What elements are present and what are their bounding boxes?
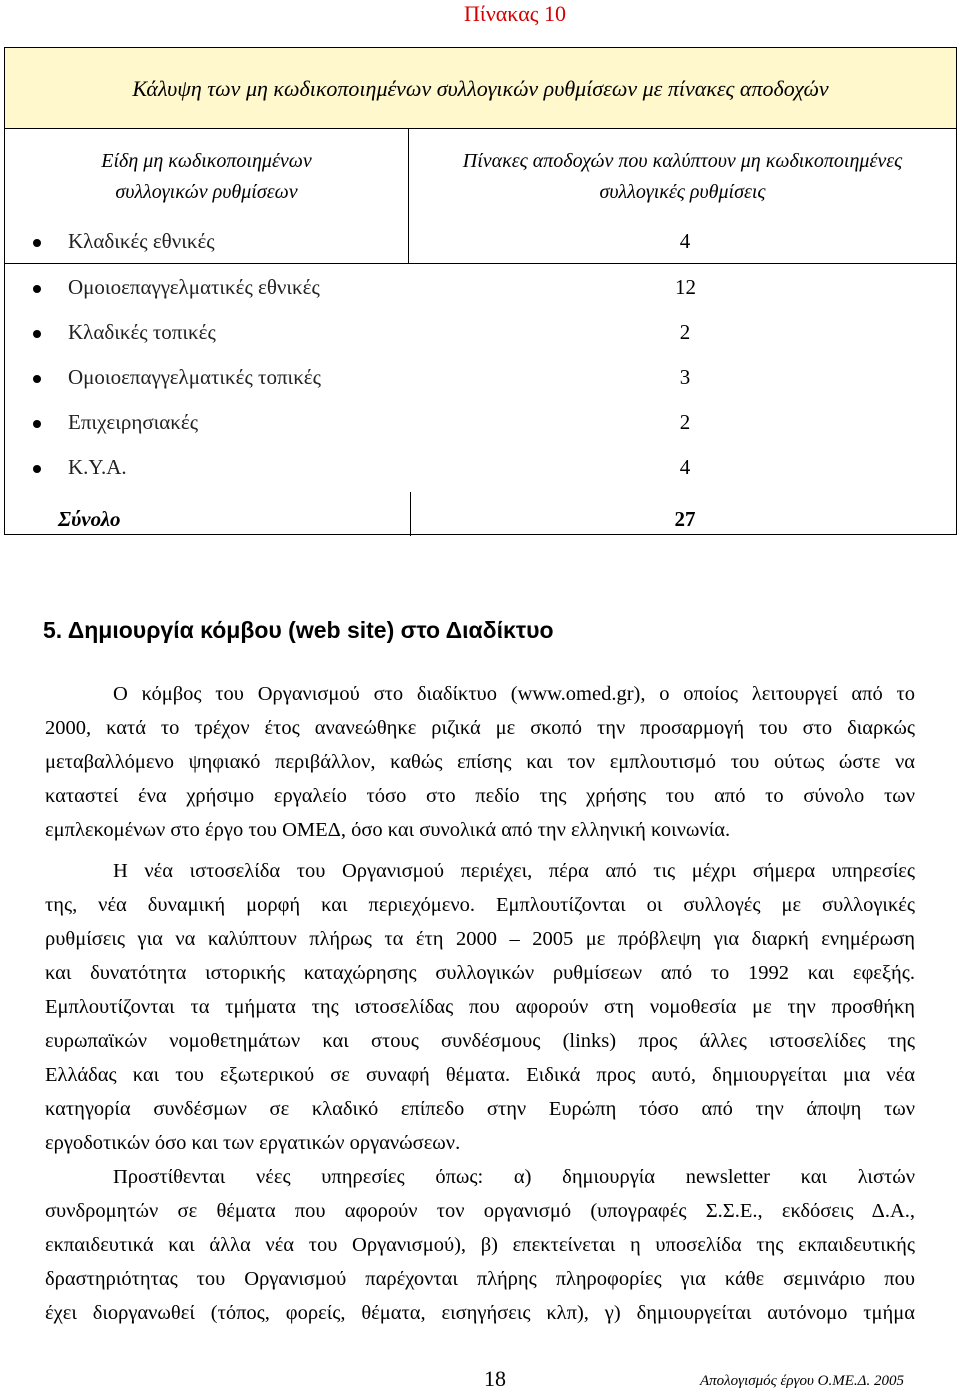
page-number: 18 (484, 1366, 506, 1391)
total-value: 27 (674, 507, 696, 531)
paragraph-line: καταστεί ένα χρήσιμο εργαλείο τόσο στο πεδίο της χρήσης του από το σύνολο των (45, 785, 915, 807)
row-label: Ομοιοεπαγγελματικές τοπικές (68, 365, 321, 389)
table-title: Πίνακας 10 (464, 1, 566, 26)
paragraph-line: Ο κόμβος του Οργανισμού στο διαδίκτυο (www.omed.gr), ο οποίος λειτουργεί από το (113, 683, 915, 705)
table-row (5, 219, 956, 264)
total-divider (410, 492, 411, 536)
row-value: 2 (679, 410, 691, 434)
coverage-table (4, 47, 957, 535)
paragraph-line: Ελλάδας και του εξωτερικού σε συναφή θέματα. Ειδικά προς αυτό, δημιουργείται μια νέα (45, 1064, 915, 1086)
paragraph-website-renewal (45, 677, 915, 847)
total-label: Σύνολο (58, 507, 121, 531)
row-value: 2 (679, 320, 691, 344)
row-value: 12 (675, 275, 696, 299)
paragraph-line: συνδρομητών σε θέματα που αφορούν τον οργανισμό (υπογραφές Σ.Σ.Ε., εκδόσεις Δ.Α., (45, 1200, 915, 1222)
column-header-pay-tables-line1: Πίνακες αποδοχών που καλύπτουν μη κωδικοποιημένες (462, 150, 903, 172)
row-label: Επιχειρησιακές (68, 410, 199, 434)
bullet-icon (33, 239, 41, 247)
paragraph-line: ρυθμίσεις για να καλύπτουν πλήρως τα έτη 2000 – 2005 με πρόβλεψη για διαρκή ενημέρωση (45, 928, 915, 950)
paragraph-line: έχει διοργανωθεί (τόπος, φορείς, θέματα, εισηγήσεις κλπ), γ) δημιουργείται αυτόνομο τμήμα (45, 1302, 915, 1324)
paragraph-line: εκπαιδευτικά και άλλα νέα του Οργανισμού), β) επεκτείνεται η υποσελίδα της εκπαιδευτικής (45, 1234, 915, 1256)
table-row (5, 310, 956, 355)
paragraph-line: 2000, κατά το τρέχον έτος ανανεώθηκε ριζικά με σκοπό την προσαρμογή του στο διαρκώς (45, 717, 915, 739)
table-caption-band (5, 48, 956, 129)
row-value: 3 (679, 365, 691, 389)
row-label: Κλαδικές τοπικές (68, 320, 216, 344)
paragraph-new-services (45, 1160, 915, 1330)
bullet-icon (33, 465, 41, 473)
row-value: 4 (679, 455, 691, 479)
footer-credit: Απολογισμός έργου Ο.ΜΕ.Δ. 2005 (700, 1373, 904, 1389)
bullet-icon (33, 330, 41, 338)
column-header-pay-tables-line2: συλλογικές ρυθμίσεις (599, 181, 766, 203)
row-label: Κλαδικές εθνικές (68, 229, 215, 253)
table-row (5, 265, 956, 310)
paragraph-line: της, νέα δυναμική μορφή και περιεχόμενο. Εμπλουτίζονται οι συλλογές με συλλογικές (45, 894, 915, 916)
column-header-types-line2: συλλογικών ρυθμίσεων (115, 181, 298, 203)
row-label: Κ.Υ.Α. (68, 455, 127, 479)
column-header-types-line1: Είδη μη κωδικοποιημένων (101, 150, 312, 172)
table-row (5, 355, 956, 400)
table-caption: Κάλυψη των μη κωδικοποιημένων συλλογικών ρυθμίσεων με πίνακες αποδοχών (132, 76, 829, 101)
table-row (5, 445, 956, 490)
paragraph-line: Προστίθενται νέες υπηρεσίες όπως: α) δημιουργία newsletter και λιστών (113, 1166, 915, 1188)
bullet-icon (33, 375, 41, 383)
paragraph-new-content (45, 854, 915, 1160)
section-heading: 5. Δημιουργία κόμβου (web site) στο Διαδίκτυο (43, 617, 554, 643)
paragraph-line: και δυνατότητα ιστορικής καταχώρησης συλλογικών ρυθμίσεων από το 1992 και εφεξής. (45, 962, 915, 984)
bullet-icon (33, 420, 41, 428)
paragraph-line: εργοδοτικών όσο και των εργατικών οργανώσεων. (45, 1132, 461, 1154)
row-value: 4 (679, 229, 691, 253)
paragraph-line: Εμπλουτίζονται τα τμήματα της ιστοσελίδας που αφορούν στη νομοθεσία με την προσθήκη (45, 996, 915, 1018)
paragraph-line: μεταβαλλόμενο ψηφιακό περιβάλλον, καθώς επίσης και τον εμπλουτισμό του ούτως ώστε να (45, 751, 915, 773)
paragraph-line: ευρωπαϊκών νομοθετημάτων και στους συνδέσμους (links) προς άλλες ιστοσελίδες της (45, 1030, 915, 1052)
bullet-icon (33, 285, 41, 293)
paragraph-line: Η νέα ιστοσελίδα του Οργανισμού περιέχει, πέρα από τις μέχρι σήμερα υπηρεσίες (113, 860, 915, 882)
row-label: Ομοιοεπαγγελματικές εθνικές (68, 275, 320, 299)
table-row (5, 400, 956, 445)
paragraph-line: εμπλεκομένων στο έργο του ΟΜΕΔ, όσο και συνολικά από την ελληνική κοινωνία. (45, 819, 731, 841)
paragraph-line: δραστηριότητας του Οργανισμού παρέχονται πλήρης πληροφορίες για κάθε σεμινάριο που (45, 1268, 915, 1290)
paragraph-line: κατηγορία συνδέσμων σε κλαδικό επίπεδο στην Ευρώπη τόσο από την άποψη των (45, 1098, 915, 1120)
